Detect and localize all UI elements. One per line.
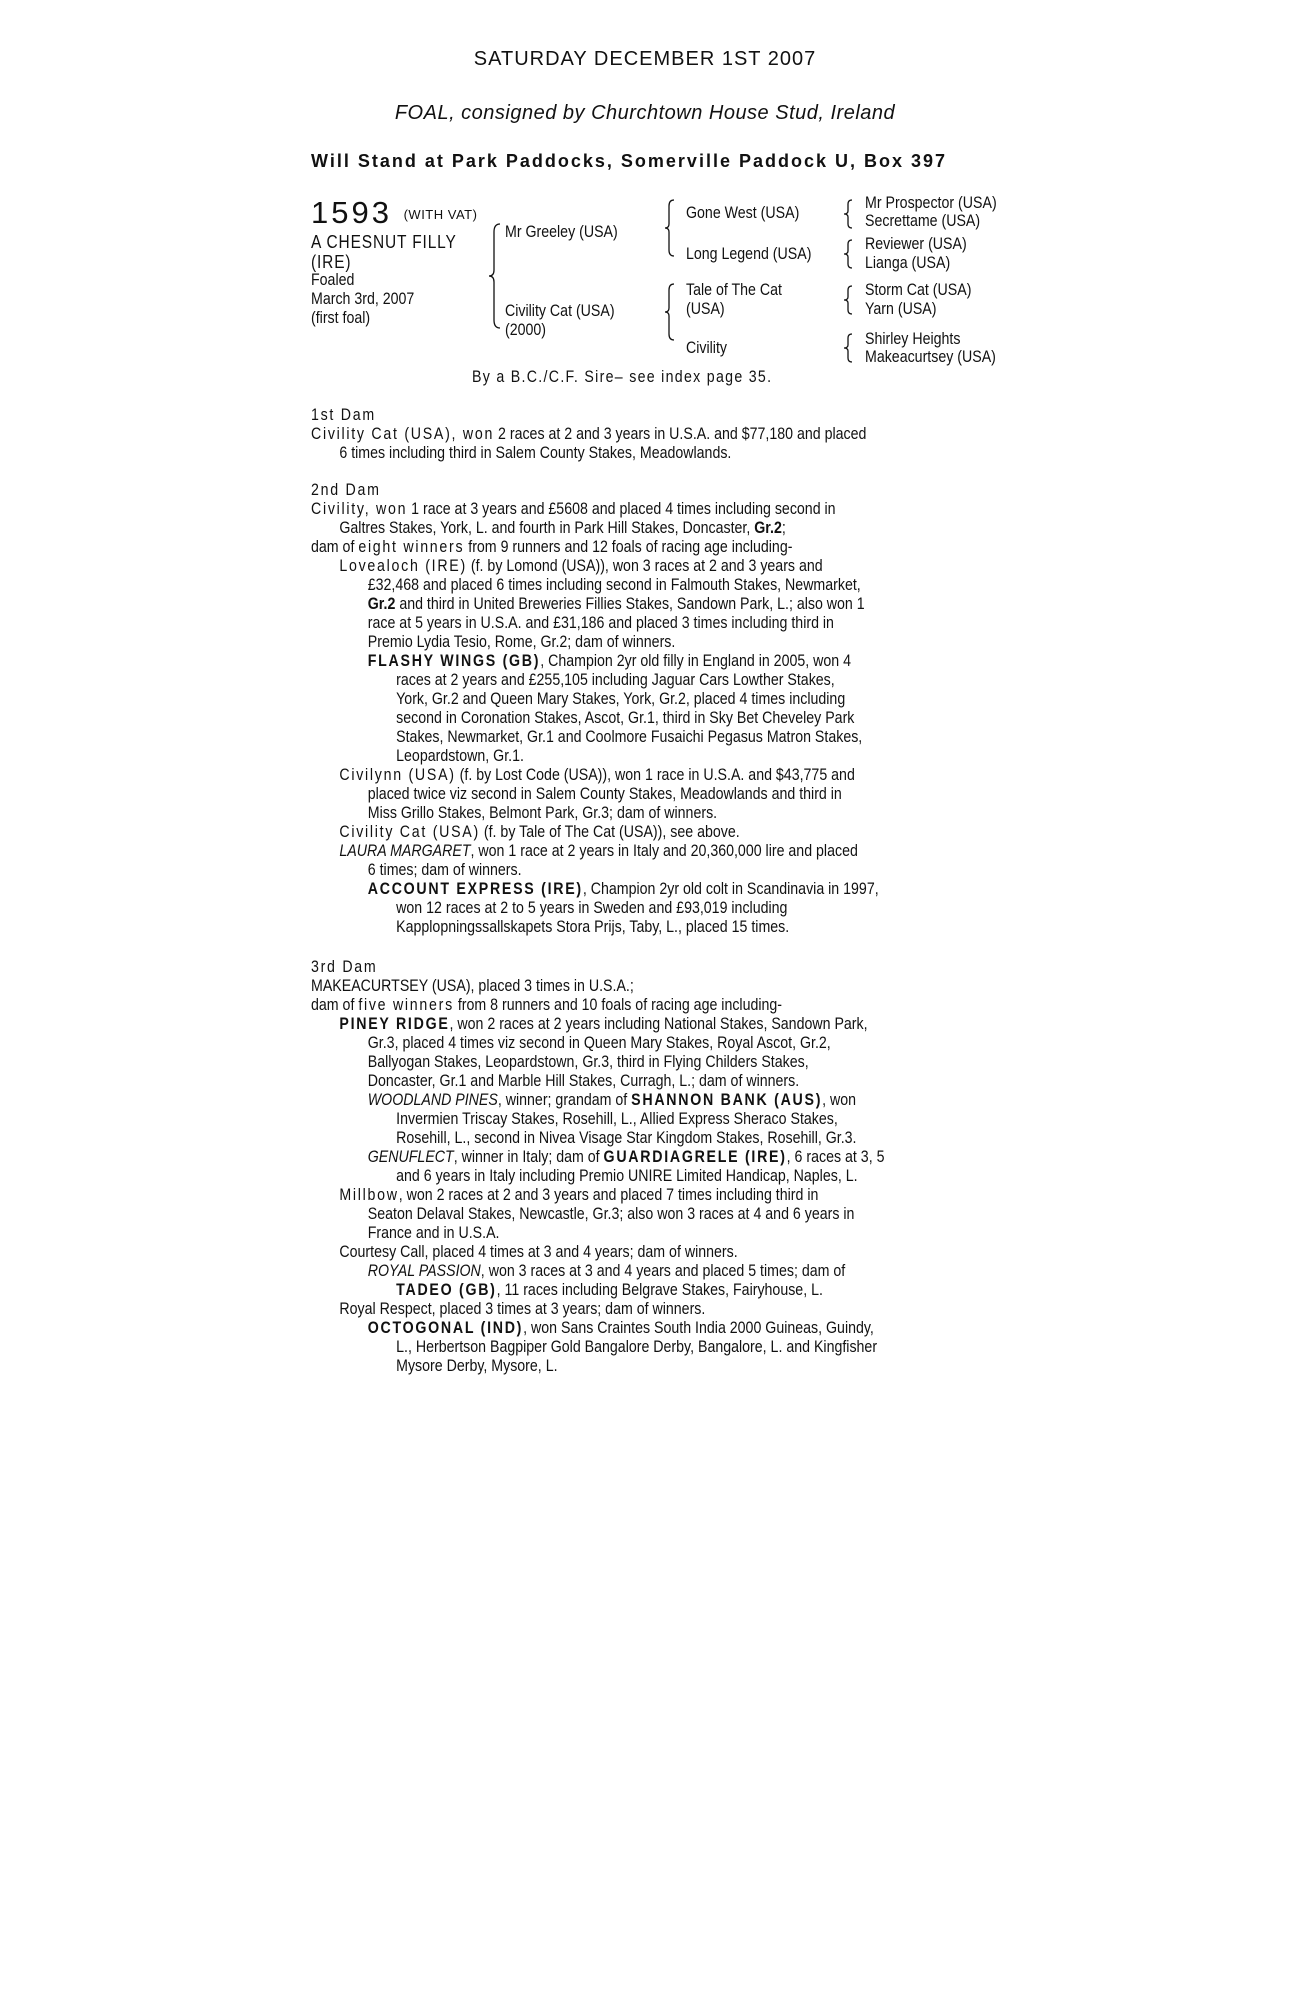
- second-dam-name: Civility: [311, 500, 365, 518]
- won-word: , won: [451, 425, 495, 443]
- sale-date: SATURDAY DECEMBER 1ST 2007: [473, 48, 817, 70]
- progeny-line: Rosehill, L., second in Nivea Visage Star Kingdom Stakes, Rosehill, Gr.3.: [396, 1129, 857, 1147]
- progeny-name: Civility Cat (USA): [339, 823, 480, 841]
- progeny-name: Lovealoch (IRE): [339, 557, 467, 575]
- progeny-line: York, Gr.2 and Queen Mary Stakes, York, Gr.2, placed 4 times including: [396, 690, 846, 708]
- progeny-entry: [311, 880, 879, 899]
- progeny-line: [311, 595, 879, 614]
- pedigree-g6: Yarn (USA): [865, 300, 937, 318]
- progeny-name: ACCOUNT EXPRESS (IRE): [367, 880, 583, 898]
- progeny-entry: [311, 1091, 884, 1110]
- text: 1 race at 3 years and £5608 and placed 4 times including second in: [407, 500, 836, 518]
- progeny-entry: [311, 823, 879, 842]
- pedigree-dam-sire-country: (USA): [686, 300, 725, 318]
- progeny-entry: [311, 1319, 884, 1338]
- second-dam-line: [311, 538, 879, 557]
- progeny-line: Mysore Derby, Mysore, L.: [396, 1357, 558, 1375]
- pedigree-sire: Mr Greeley (USA): [505, 223, 618, 241]
- pedigree-dam-name: Civility Cat (USA): [505, 302, 615, 320]
- won-word: , won: [364, 500, 408, 518]
- progeny-line: Gr.3, placed 4 times viz second in Queen Mary Stakes, Royal Ascot, Gr.2,: [367, 1034, 831, 1052]
- progeny-name: GENUFLECT: [367, 1148, 454, 1166]
- text: and third in United Breweries Fillies Stakes, Sandown Park, L.; also won 1: [395, 595, 865, 613]
- lot-description-line: A CHESNUT FILLY: [311, 232, 457, 252]
- progeny-line: Invermien Triscay Stakes, Rosehill, L., Allied Express Sheraco Stakes,: [396, 1110, 838, 1128]
- second-dam-heading: 2nd Dam: [311, 481, 381, 499]
- progeny-name: LAURA MARGARET: [339, 842, 471, 860]
- pedigree-brace-g1: [843, 198, 853, 230]
- progeny-line: [311, 1281, 884, 1300]
- progeny-name: FLASHY WINGS (GB): [367, 652, 541, 670]
- first-dam-line: [311, 425, 866, 444]
- progeny-name: TADEO (GB): [396, 1281, 497, 1299]
- first-dam-line: 6 times including third in Salem County Stakes, Meadowlands.: [339, 444, 732, 462]
- progeny-entry: [311, 1148, 884, 1167]
- pedigree-g3: Reviewer (USA): [865, 235, 967, 253]
- second-dam-line: [311, 519, 879, 538]
- text: , 6 races at 3, 5: [786, 1148, 885, 1166]
- progeny-name: PINEY RIDGE: [339, 1015, 450, 1033]
- pedigree-dam-sire: [686, 281, 782, 319]
- pedigree-g5: Storm Cat (USA): [865, 281, 972, 299]
- progeny-entry: [311, 1262, 884, 1281]
- text: , won Sans Craintes South India 2000 Guineas, Guindy,: [523, 1319, 874, 1337]
- winners-count: five winners: [358, 996, 454, 1014]
- progeny-name: Civilynn (USA): [339, 766, 456, 784]
- grade: Gr.2: [367, 595, 396, 613]
- text: (f. by Tale of The Cat (USA)), see above.: [479, 823, 740, 841]
- foaled-date: March 3rd, 2007: [311, 290, 415, 308]
- pedigree-brace-g3: [843, 284, 853, 316]
- text: from 8 runners and 10 foals of racing age including-: [453, 996, 783, 1014]
- pedigree-g7: Shirley Heights: [865, 330, 961, 348]
- stand-location: Will Stand at Park Paddocks, Somerville Paddock U, Box 397: [311, 151, 948, 171]
- grade: Gr.2: [754, 519, 782, 537]
- progeny-line: France and in U.S.A.: [367, 1224, 500, 1242]
- progeny-line: Premio Lydia Tesio, Rome, Gr.2; dam of winners.: [367, 633, 676, 651]
- foaled-label: Foaled: [311, 271, 355, 289]
- progeny-name: WOODLAND PINES: [367, 1091, 498, 1109]
- text: dam of: [311, 996, 359, 1014]
- text: from 9 runners and 12 foals of racing age including-: [464, 538, 793, 556]
- pedigree-brace-main: [488, 222, 502, 330]
- progeny-entry: [311, 842, 879, 861]
- pedigree-dam: [505, 302, 615, 340]
- consignment-line: FOAL, consigned by Churchtown House Stud, Ireland: [394, 102, 896, 124]
- text: dam of: [311, 538, 359, 556]
- third-dam-line: MAKEACURTSEY (USA), placed 3 times in U.S.A.;: [311, 977, 634, 995]
- progeny-entry: [311, 1015, 884, 1034]
- text: Galtres Stakes, York, L. and fourth in Park Hill Stakes, Doncaster,: [339, 519, 755, 537]
- pedigree-dam-year: (2000): [505, 321, 547, 339]
- progeny-line: Miss Grillo Stakes, Belmont Park, Gr.3; dam of winners.: [367, 804, 718, 822]
- text: , winner; grandam of: [497, 1091, 632, 1109]
- third-dam-line: [311, 996, 884, 1015]
- foaled-info: [311, 271, 414, 328]
- lot-number-value: 1593: [311, 195, 392, 230]
- text: , Champion 2yr old filly in England in 2005, won 4: [540, 652, 852, 670]
- progeny-entry: Courtesy Call, placed 4 times at 3 and 4 years; dam of winners.: [339, 1243, 738, 1261]
- first-dam-name: Civility Cat (USA): [311, 425, 452, 443]
- progeny-line: race at 5 years in U.S.A. and £31,186 and placed 3 times including third in: [367, 614, 834, 632]
- pedigree-g1: Mr Prospector (USA): [865, 194, 997, 212]
- text: , won 1 race at 2 years in Italy and 20,360,000 lire and placed: [470, 842, 858, 860]
- first-dam-section: [311, 406, 957, 463]
- vat-label: (WITH VAT): [403, 207, 478, 222]
- text: , won 3 races at 3 and 4 years and placed 5 times; dam of: [480, 1262, 846, 1280]
- progeny-line: Stakes, Newmarket, Gr.1 and Coolmore Fusaichi Pegasus Matron Stakes,: [396, 728, 863, 746]
- pedigree-brace-g2: [843, 238, 853, 270]
- progeny-entry: [311, 1186, 884, 1205]
- pedigree-g8: Makeacurtsey (USA): [865, 348, 996, 366]
- progeny-line: Seaton Delaval Stakes, Newcastle, Gr.3; also won 3 races at 4 and 6 years in: [367, 1205, 855, 1223]
- progeny-line: L., Herbertson Bagpiper Gold Bangalore Derby, Bangalore, L. and Kingfisher: [396, 1338, 878, 1356]
- pedigree-g4: Lianga (USA): [865, 254, 951, 272]
- second-dam-line: [311, 500, 879, 519]
- third-dam-heading: 3rd Dam: [311, 958, 378, 976]
- progeny-line: Leopardstown, Gr.1.: [396, 747, 524, 765]
- winners-count: eight winners: [358, 538, 465, 556]
- second-dam-section: [311, 481, 971, 937]
- progeny-entry: [311, 766, 879, 785]
- text: , 11 races including Belgrave Stakes, Fairyhouse, L.: [496, 1281, 823, 1299]
- text: ;: [781, 519, 786, 537]
- foaled-note: (first foal): [311, 309, 371, 327]
- progeny-line: Doncaster, Gr.1 and Marble Hill Stakes, Curragh, L.; dam of winners.: [367, 1072, 800, 1090]
- progeny-name: SHANNON BANK (AUS): [631, 1091, 823, 1109]
- text: (f. by Lomond (USA)), won 3 races at 2 and 3 years and: [466, 557, 823, 575]
- pedigree-g2: Secrettame (USA): [865, 212, 981, 230]
- progeny-line: placed twice viz second in Salem County Stakes, Meadowlands and third in: [367, 785, 842, 803]
- progeny-line: £32,468 and placed 6 times including second in Falmouth Stakes, Newmarket,: [367, 576, 861, 594]
- progeny-line: second in Coronation Stakes, Ascot, Gr.1, third in Sky Bet Cheveley Park: [396, 709, 855, 727]
- progeny-line: 6 times; dam of winners.: [367, 861, 522, 879]
- progeny-line: Kapplopningssallskapets Stora Prijs, Taby, L., placed 15 times.: [396, 918, 790, 936]
- lot-description-line: (IRE): [311, 252, 352, 272]
- pedigree-dam-sire-name: Tale of The Cat: [686, 281, 782, 299]
- pedigree-sire-sire: Gone West (USA): [686, 204, 800, 222]
- third-dam-section: [311, 958, 978, 1376]
- text: , won 2 races at 2 years including National Stakes, Sandown Park,: [449, 1015, 868, 1033]
- text: (f. by Lost Code (USA)), won 1 race in U.S.A. and $43,775 and: [455, 766, 855, 784]
- progeny-line: Ballyogan Stakes, Leopardstown, Gr.3, third in Flying Childers Stakes,: [367, 1053, 809, 1071]
- progeny-entry: [311, 557, 879, 576]
- pedigree-sire-dam: Long Legend (USA): [686, 245, 812, 263]
- text: , won 2 races at 2 and 3 years and placed 7 times including third in: [398, 1186, 819, 1204]
- lot-number: [311, 195, 477, 231]
- text: 2 races at 2 and 3 years in U.S.A. and $77,180 and placed: [494, 425, 867, 443]
- sire-index-note: By a B.C./C.F. Sire– see index page 35.: [472, 368, 773, 386]
- progeny-name: OCTOGONAL (IND): [367, 1319, 524, 1337]
- pedigree-brace-g4: [843, 332, 853, 364]
- progeny-name: Millbow: [339, 1186, 399, 1204]
- progeny-entry: Royal Respect, placed 3 times at 3 years; dam of winners.: [339, 1300, 706, 1318]
- progeny-line: and 6 years in Italy including Premio UNIRE Limited Handicap, Naples, L.: [396, 1167, 858, 1185]
- first-dam-heading: 1st Dam: [311, 406, 376, 424]
- progeny-line: races at 2 years and £255,105 including Jaguar Cars Lowther Stakes,: [396, 671, 835, 689]
- text: , Champion 2yr old colt in Scandinavia in 1997,: [582, 880, 879, 898]
- progeny-name: GUARDIAGRELE (IRE): [603, 1148, 787, 1166]
- lot-description: [311, 232, 457, 272]
- pedigree-brace-sire: [664, 198, 676, 258]
- pedigree-dam-dam: Civility: [686, 339, 727, 357]
- text: , winner in Italy; dam of: [453, 1148, 604, 1166]
- pedigree-brace-dam: [664, 282, 676, 342]
- progeny-entry: [311, 652, 879, 671]
- progeny-line: won 12 races at 2 to 5 years in Sweden and £93,019 including: [396, 899, 788, 917]
- text: , won: [822, 1091, 857, 1109]
- progeny-name: ROYAL PASSION: [367, 1262, 481, 1280]
